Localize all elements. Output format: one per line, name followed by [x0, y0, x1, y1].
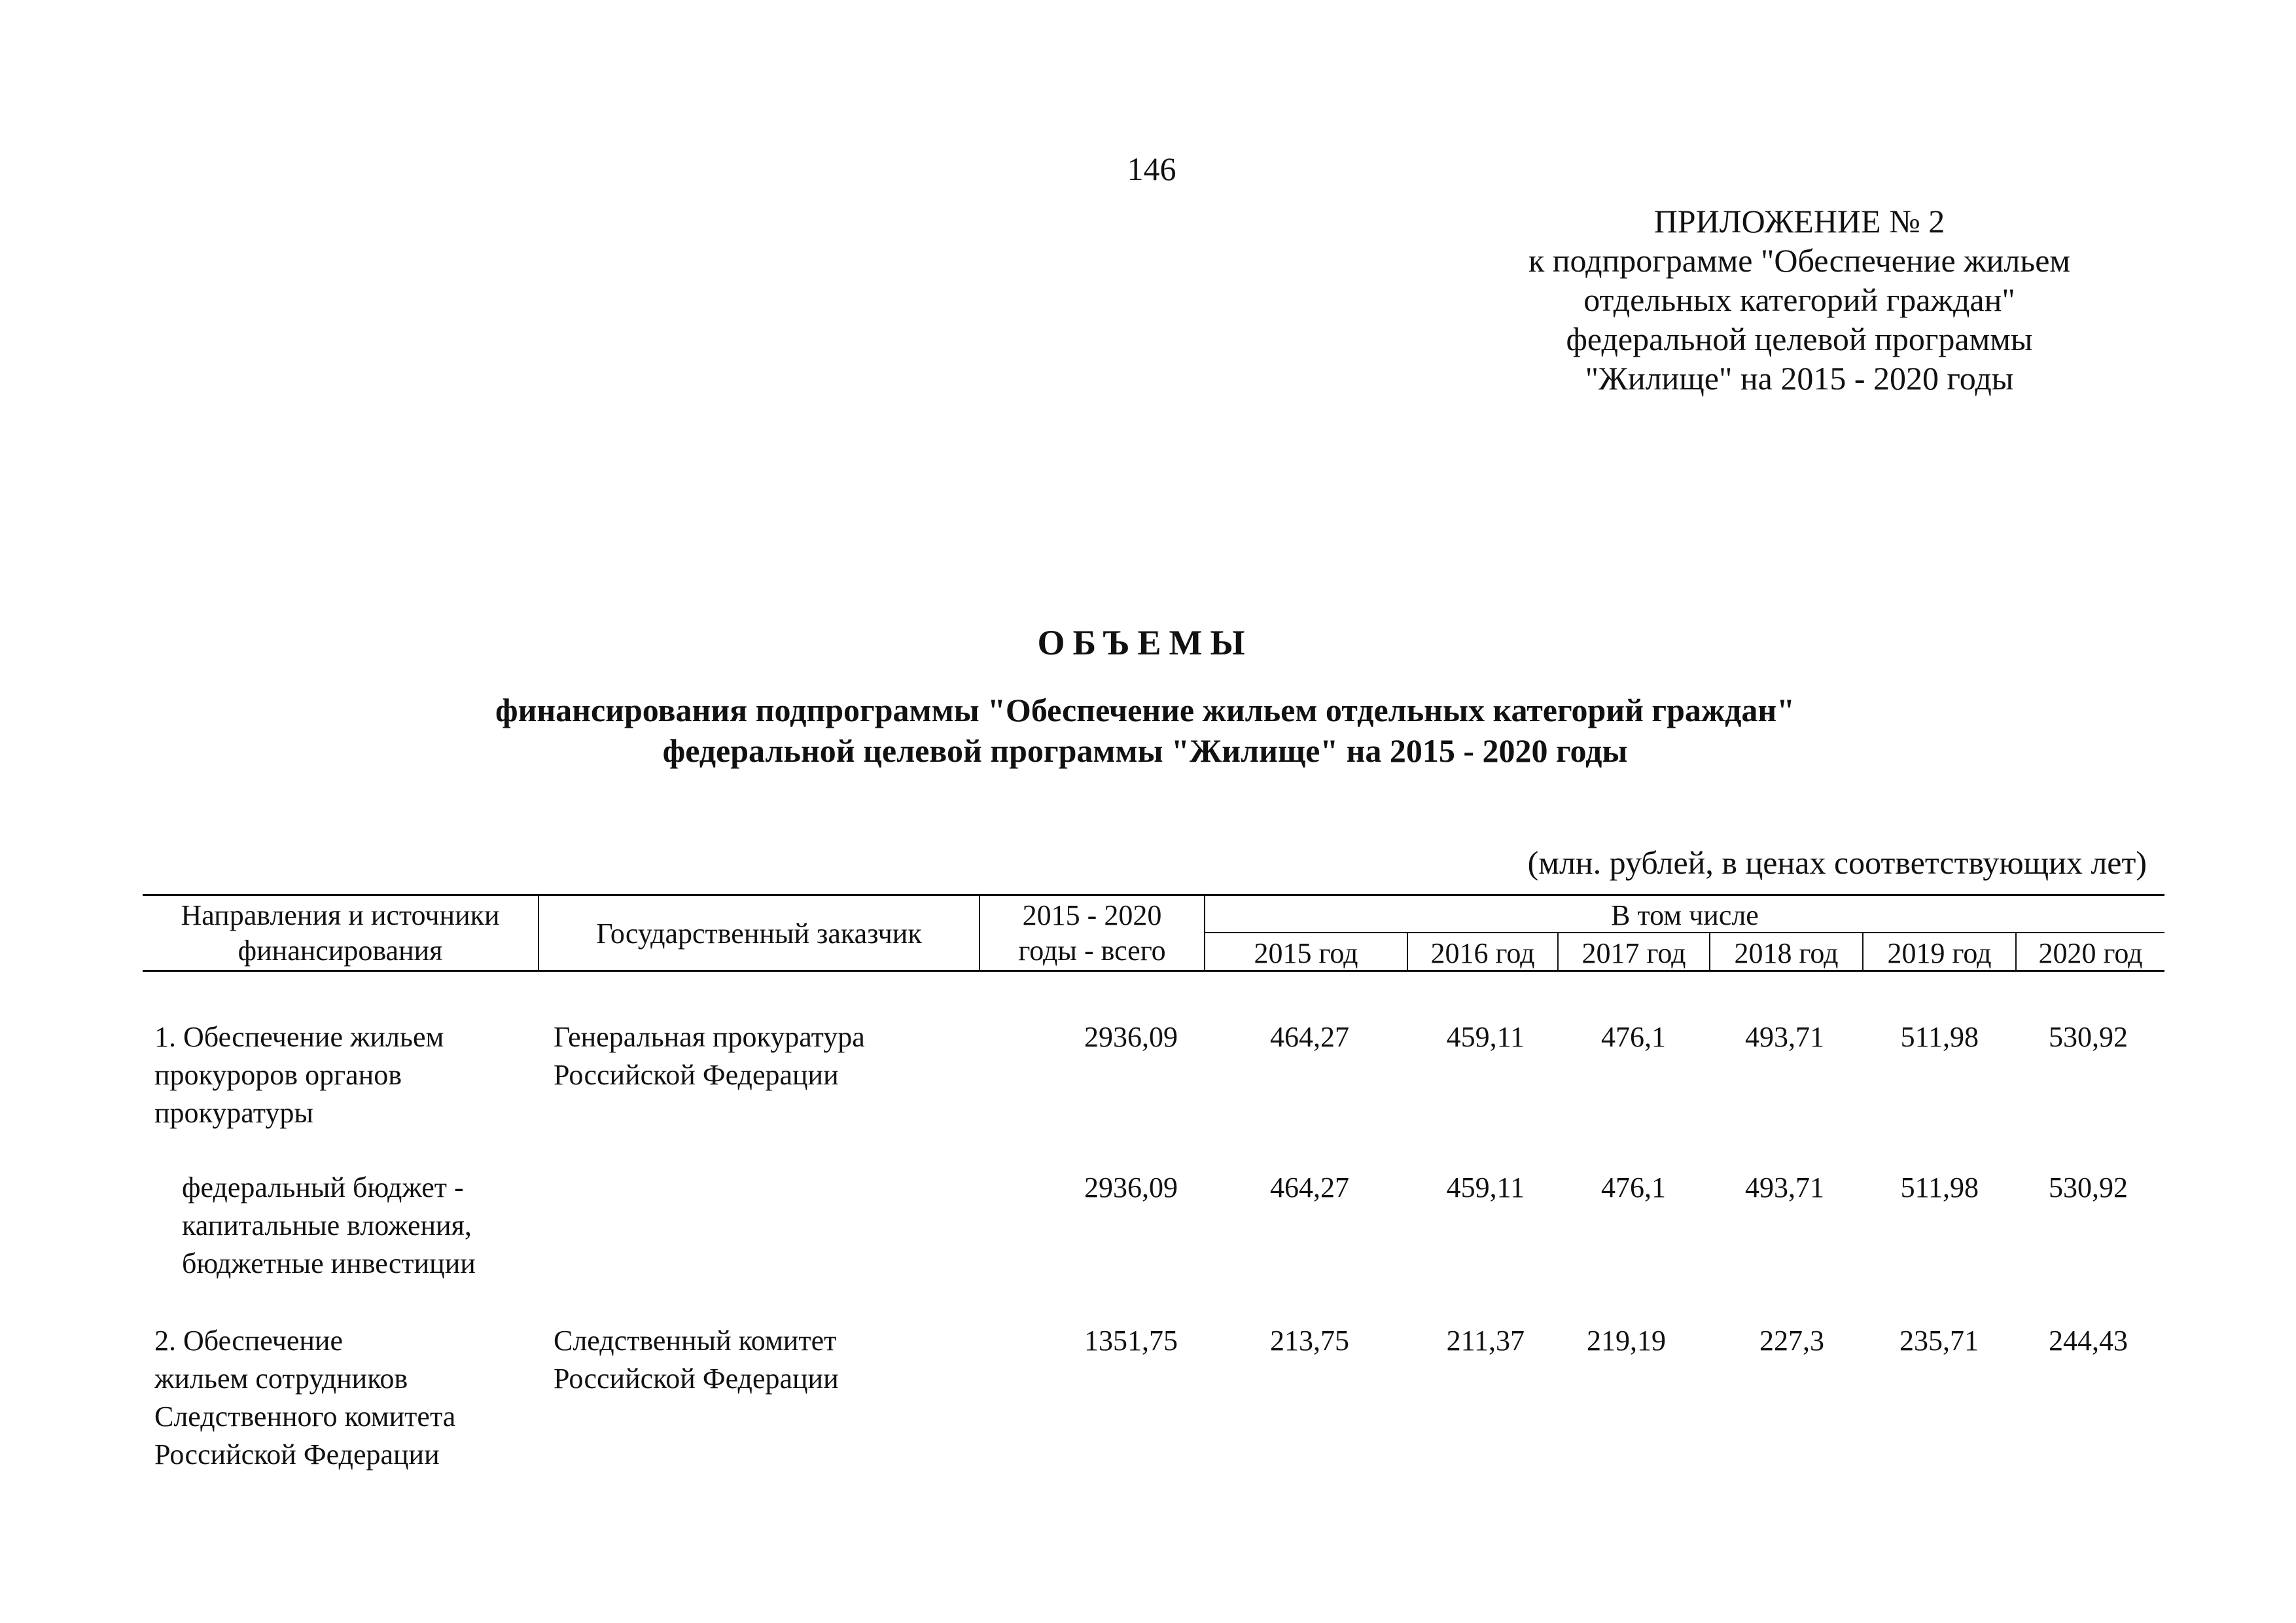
row-year-value: 459,11: [1446, 1171, 1525, 1204]
row-customer-line: Российской Федерации: [554, 1363, 839, 1395]
row-year-value: 219,19: [1587, 1325, 1666, 1357]
row-year-value: 244,43: [2049, 1325, 2128, 1357]
document-title: [262, 622, 2028, 771]
appendix-line: отдельных категорий граждан": [1583, 281, 2015, 318]
row-direction: [154, 1322, 455, 1474]
row-total: 2936,09: [1084, 1171, 1178, 1204]
row-year-value: 459,11: [1446, 1021, 1525, 1053]
units-note: (млн. рублей, в ценах соответствующих лет): [1527, 844, 2147, 881]
header-year: 2020 год: [2038, 937, 2143, 969]
row-year-value: 530,92: [2049, 1171, 2128, 1204]
row-year-value: 211,37: [1446, 1325, 1525, 1357]
header-total: [980, 898, 1204, 969]
row-year-value: 235,71: [1899, 1325, 1979, 1357]
title-main: ОБЪЕМЫ: [1037, 623, 1253, 662]
row-direction-line: прокуратуры: [154, 1097, 313, 1129]
row-year-value: 476,1: [1601, 1021, 1666, 1053]
appendix-line: к подпрограмме "Обеспечение жильем: [1528, 242, 2071, 279]
table-top-rule: [143, 894, 2164, 896]
row-customer-line: Российской Федерации: [554, 1059, 839, 1091]
appendix-line: федеральной целевой программы: [1566, 321, 2033, 357]
title-subtitle-line: федеральной целевой программы "Жилище" на 2015 - 2020 годы: [662, 732, 1628, 769]
title-subtitle-line: финансирования подпрограммы "Обеспечение жильем отдельных категорий граждан": [495, 692, 1795, 728]
row-customer-line: Следственный комитет: [554, 1325, 837, 1357]
header-including: В том числе: [1611, 899, 1759, 931]
header-year: 2016 год: [1430, 937, 1535, 969]
row-direction-line: Российской Федерации: [154, 1438, 440, 1471]
row-year-value: 464,27: [1270, 1021, 1349, 1053]
header-direction-line: Направления и источники: [181, 899, 500, 931]
header-year: 2019 год: [1887, 937, 1992, 969]
row-direction: [182, 1169, 476, 1283]
row-direction-line: федеральный бюджет -: [182, 1171, 464, 1204]
row-total: 1351,75: [1084, 1325, 1178, 1357]
header-total-line: годы - всего: [1018, 935, 1166, 967]
row-year-value: 511,98: [1900, 1171, 1979, 1204]
header-year: 2018 год: [1734, 937, 1839, 969]
row-customer: [554, 1322, 839, 1398]
appendix-block: [1459, 202, 2140, 398]
row-direction-line: жильем сотрудников: [154, 1363, 408, 1395]
header-customer: Государственный заказчик: [596, 918, 922, 950]
appendix-line: "Жилище" на 2015 - 2020 годы: [1585, 360, 2014, 397]
row-year-value: 511,98: [1900, 1021, 1979, 1053]
appendix-line: ПРИЛОЖЕНИЕ № 2: [1653, 203, 1945, 240]
header-direction: [143, 898, 538, 969]
header-year: 2015 год: [1254, 937, 1358, 969]
row-direction-line: прокуроров органов: [154, 1059, 402, 1091]
row-customer-line: Генеральная прокуратура: [554, 1021, 865, 1053]
row-direction-line: 2. Обеспечение: [154, 1325, 343, 1357]
header-total-line: 2015 - 2020: [1022, 899, 1162, 931]
row-year-value: 227,3: [1759, 1325, 1824, 1357]
row-total: 2936,09: [1084, 1021, 1178, 1053]
row-direction-line: капитальные вложения,: [182, 1209, 472, 1241]
header-year: 2017 год: [1581, 937, 1686, 969]
row-year-value: 213,75: [1270, 1325, 1349, 1357]
row-year-value: 476,1: [1601, 1171, 1666, 1204]
page-number: 146: [1127, 151, 1176, 187]
row-direction-line: Следственного комитета: [154, 1400, 456, 1433]
row-direction-line: бюджетные инвестиции: [182, 1247, 476, 1279]
row-customer: [554, 1018, 865, 1094]
row-year-value: 493,71: [1745, 1171, 1824, 1204]
row-direction: [154, 1018, 444, 1132]
row-year-value: 530,92: [2049, 1021, 2128, 1053]
row-year-value: 464,27: [1270, 1171, 1349, 1204]
row-direction-line: 1. Обеспечение жильем: [154, 1021, 444, 1053]
header-direction-line: финансирования: [238, 935, 443, 967]
row-year-value: 493,71: [1745, 1021, 1824, 1053]
